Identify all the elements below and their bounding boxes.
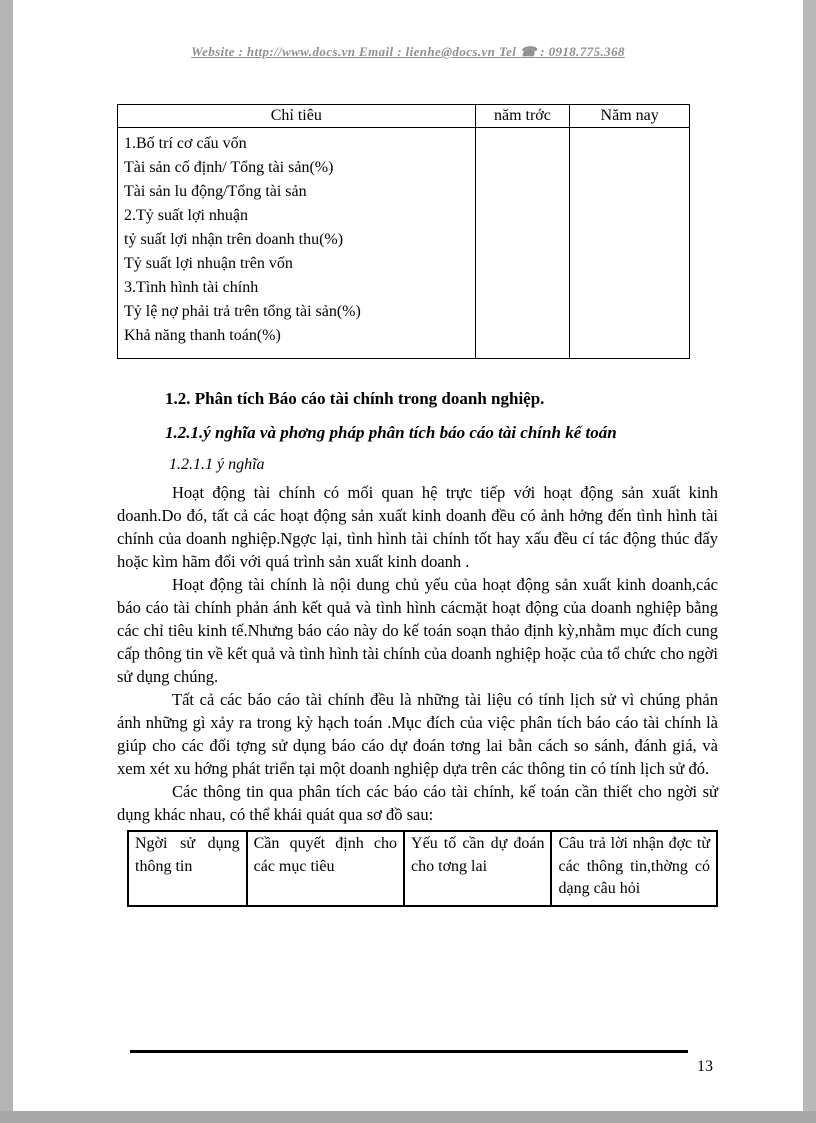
indicator-list-cell (118, 128, 476, 359)
column-header-nam-truoc: năm trớc (475, 105, 570, 128)
page-number: 13 (697, 1058, 713, 1075)
page-content (117, 104, 718, 907)
section-heading-1-2-1: 1.2.1.ý nghĩa và phơng pháp phân tích báo cáo tài chính kế toán (165, 423, 617, 442)
footer-rule (130, 1050, 688, 1053)
indicator-line: Tài sản lu động/Tổng tài sản (124, 183, 307, 200)
section-heading-1-2-1-1: 1.2.1.1 ý nghĩa (169, 456, 265, 473)
nam-nay-empty-cell (570, 128, 690, 359)
indicator-line: Khả năng thanh toán(%) (124, 327, 281, 344)
page-edge-right (803, 0, 816, 1123)
ratios-table-header-row (118, 105, 690, 128)
users-table-cell-quyet-dinh: Cần quyết định cho các mục tiêu (247, 831, 404, 906)
indicator-line: Tài sản cố định/ Tổng tài sản(%) (124, 159, 334, 176)
paragraph-3: Tất cả các báo cáo tài chính đều là những tài liệu có tính lịch sử vì chúng phản ánh những gì xảy ra trong kỳ hạch toán .Mục đích của việc phân tích báo cáo tài chính là giúp cho các đối tợng sử dụng báo cáo dự đoán tơng lai bằn cách so sánh, đánh giá, và xem xét xu hớng phát triển tại một doanh nghiệp dựa trên các thông tin có tính lịch sử đó. (117, 690, 718, 778)
ratios-table-body-row (118, 128, 690, 359)
users-table-cell-cau-tra-loi: Câu trả lời nhận đợc từ các thông tin,thờng có dạng câu hỏi (551, 831, 717, 906)
information-users-table (127, 830, 718, 907)
indicator-line: 3.Tình hình tài chính (124, 279, 259, 296)
section-heading-1-2: 1.2. Phân tích Báo cáo tài chính trong doanh nghiệp. (165, 389, 545, 408)
users-table-row (128, 831, 717, 906)
column-header-nam-nay: Năm nay (570, 105, 690, 128)
header-contact-line (191, 44, 625, 59)
indicator-line: Tỷ suất lợi nhuận trên vốn (124, 255, 293, 272)
body-text (117, 481, 718, 826)
column-header-chi-tieu: Chỉ tiêu (118, 105, 476, 128)
document-header (0, 44, 816, 60)
header-text-before: Website : http://www.docs.vn Email : lienhe@docs.vn Tel (191, 44, 520, 59)
nam-truoc-empty-cell (475, 128, 570, 359)
indicator-line: 1.Bố trí cơ cấu vốn (124, 135, 247, 152)
users-table-cell-nguoi-su-dung: Ngời sử dụng thông tin (128, 831, 247, 906)
indicator-line: tỷ suất lợi nhận trên doanh thu(%) (124, 231, 344, 248)
paragraph-2: Hoạt động tài chính là nội dung chủ yếu của hoạt động sản xuất kinh doanh,các báo cáo tài chính phản ánh kết quả và tình hình cácmặt hoạt động của doanh nghiệp bằng các chỉ tiêu kinh tế.Nhưng báo cáo này do kế toán soạn thảo định kỳ,nhằm mục đích cung cấp thông tin về kết quả và tình hình tài chính của doanh nghiệp hoặc của tổ chức cho ngời sử dụng chúng. (117, 575, 718, 686)
paragraph-4: Các thông tin qua phân tích các báo cáo tài chính, kế toán cần thiết cho ngời sử dụng khác nhau, có thể khái quát qua sơ đồ sau: (117, 782, 718, 824)
page-edge-bottom (0, 1111, 816, 1123)
indicator-line: 2.Tỷ suất lợi nhuận (124, 207, 248, 224)
page-edge-left (0, 0, 13, 1123)
users-table-cell-du-doan: Yếu tố cần dự đoán cho tơng lai (404, 831, 551, 906)
phone-icon: ☎ (519, 44, 537, 59)
header-text-after: : 0918.775.368 (536, 44, 625, 59)
paragraph-1: Hoạt động tài chính có mối quan hệ trực tiếp với hoạt động sản xuất kinh doanh.Do đó, tất cả các hoạt động sản xuất kinh doanh đều có ảnh hởng đến tình hình tài chính của doanh nghiệp.Ngợc lại, tình hình tài chính tốt hay xấu đều cí tác động thúc đẩy hoặc kìm hãm đối với quá trình sản xuất kinh doanh . (117, 483, 718, 571)
financial-ratios-table (117, 104, 690, 359)
indicator-line: Tỷ lệ nợ phải trả trên tổng tài sản(%) (124, 303, 361, 320)
